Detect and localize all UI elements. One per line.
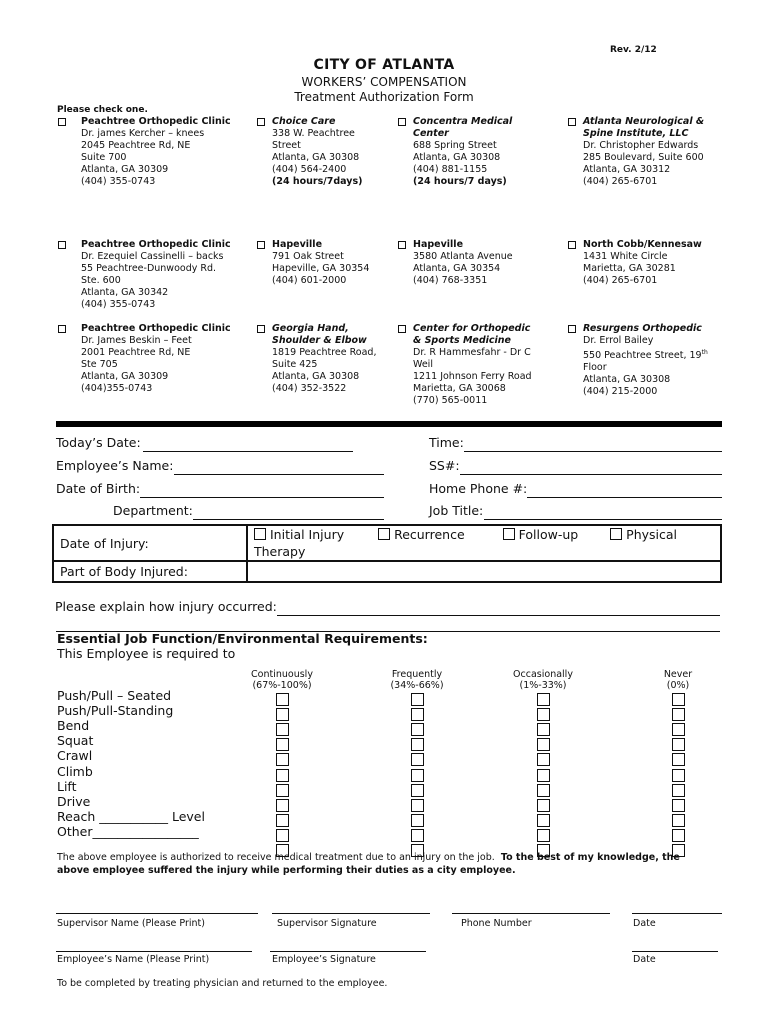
clinic-detail: 2001 Peachtree Rd, NE bbox=[81, 347, 191, 358]
clinic-entry bbox=[583, 239, 723, 287]
job-title-field[interactable] bbox=[484, 505, 722, 520]
frequency-checkbox[interactable] bbox=[276, 708, 289, 721]
clinic-checkbox[interactable] bbox=[58, 118, 66, 126]
clinic-name: Hapeville bbox=[413, 239, 464, 250]
section-divider bbox=[56, 421, 722, 427]
clinic-name: North Cobb/Kennesaw bbox=[583, 239, 702, 250]
clinic-detail: 285 Boulevard, Suite 600 bbox=[583, 152, 704, 163]
clinic-detail: Hapeville, GA 30354 bbox=[272, 263, 370, 274]
job-title-label: Job Title: bbox=[429, 503, 484, 518]
activity-label: Reach ___________ Level bbox=[57, 808, 205, 824]
frequency-checkbox[interactable] bbox=[411, 784, 424, 797]
frequency-checkbox[interactable] bbox=[276, 693, 289, 706]
clinic-detail: Atlanta, GA 30309 bbox=[81, 371, 169, 382]
clinic-detail: Weil bbox=[413, 359, 433, 370]
frequency-checkbox[interactable] bbox=[672, 708, 685, 721]
frequency-checkbox[interactable] bbox=[537, 693, 550, 706]
clinic-hours: (24 hours/7days) bbox=[272, 176, 363, 187]
activity-label: Squat bbox=[57, 733, 94, 749]
dob-label: Date of Birth: bbox=[56, 481, 141, 496]
clinic-detail: 55 Peachtree-Dunwoody Rd. bbox=[81, 263, 217, 274]
phone-number-line[interactable] bbox=[452, 913, 610, 914]
clinic-name: Concentra Medical Center bbox=[413, 116, 513, 139]
activity-label: Crawl bbox=[57, 748, 93, 764]
clinic-name: Peachtree Orthopedic Clinic bbox=[81, 323, 231, 334]
frequency-checkbox[interactable] bbox=[672, 738, 685, 751]
frequency-checkbox[interactable] bbox=[672, 829, 685, 842]
frequency-checkbox[interactable] bbox=[276, 769, 289, 782]
clinic-entry bbox=[583, 116, 723, 188]
home-phone-field[interactable] bbox=[527, 483, 722, 498]
clinic-checkbox[interactable] bbox=[568, 241, 576, 249]
frequency-checkbox[interactable] bbox=[672, 753, 685, 766]
followup-label: Follow-up bbox=[518, 527, 579, 542]
frequency-checkbox[interactable] bbox=[672, 769, 685, 782]
department-field[interactable] bbox=[193, 505, 384, 520]
frequency-checkbox[interactable] bbox=[537, 829, 550, 842]
clinic-detail: Atlanta, GA 30308 bbox=[272, 152, 360, 163]
clinic-detail: Atlanta, GA 30308 bbox=[583, 374, 671, 386]
clinic-detail: Atlanta, GA 30308 bbox=[272, 371, 360, 382]
clinic-name: Peachtree Orthopedic Clinic bbox=[81, 116, 231, 127]
clinic-entry bbox=[81, 239, 251, 311]
activity-label: Push/Pull-Standing bbox=[57, 703, 174, 719]
clinic-detail: 550 Peachtree Street, 19th bbox=[583, 349, 708, 362]
time-field[interactable] bbox=[464, 437, 722, 452]
frequency-checkbox[interactable] bbox=[537, 738, 550, 751]
clinic-checkbox[interactable] bbox=[257, 325, 265, 333]
injury-table bbox=[52, 524, 722, 583]
physical-therapy-option[interactable] bbox=[610, 527, 677, 542]
physical-therapy-label-cont: Therapy bbox=[254, 544, 306, 559]
clinic-detail: Dr. james Kercher – knees bbox=[81, 128, 205, 139]
clinic-entry bbox=[81, 116, 251, 188]
frequency-checkbox[interactable] bbox=[537, 814, 550, 827]
activity-label: Drive bbox=[57, 793, 91, 809]
department-label: Department: bbox=[113, 503, 193, 518]
clinic-detail: Dr. Errol Bailey bbox=[583, 335, 654, 346]
initial-injury-checkbox[interactable] bbox=[254, 528, 266, 540]
clinic-detail: (404) 601-2000 bbox=[272, 275, 347, 286]
clinic-name: Center for Orthopedic & Sports Medicine bbox=[413, 323, 531, 346]
clinic-detail: (404) 265-6701 bbox=[583, 176, 658, 187]
footer-instruction: To be completed by treating physician and returned to the employee. bbox=[57, 978, 388, 989]
todays-date-label: Today’s Date: bbox=[56, 435, 141, 450]
clinic-checkbox[interactable] bbox=[398, 118, 406, 126]
clinic-hours: (24 hours/7 days) bbox=[413, 176, 507, 187]
clinic-detail: Atlanta, GA 30309 bbox=[81, 164, 169, 175]
frequency-checkbox[interactable] bbox=[276, 753, 289, 766]
clinic-detail: (404) 768-3351 bbox=[413, 275, 488, 286]
clinic-detail: 688 Spring Street bbox=[413, 140, 497, 151]
clinic-detail: Atlanta, GA 30308 bbox=[413, 152, 501, 163]
authorization-statement bbox=[57, 851, 697, 877]
clinic-detail: (404) 352-3522 bbox=[272, 383, 347, 394]
clinic-name: Resurgens Orthopedic bbox=[583, 323, 702, 334]
clinic-detail: Atlanta, GA 30342 bbox=[81, 287, 169, 298]
todays-date-field[interactable] bbox=[143, 437, 353, 452]
initial-injury-label: Initial Injury bbox=[270, 527, 345, 542]
clinic-detail: Atlanta, GA 30312 bbox=[583, 164, 671, 175]
frequency-checkbox[interactable] bbox=[411, 708, 424, 721]
check-one-instruction: Please check one. bbox=[57, 105, 148, 115]
frequency-checkbox[interactable] bbox=[276, 723, 289, 736]
clinic-entry bbox=[272, 239, 392, 287]
ssn-field[interactable] bbox=[460, 460, 722, 475]
date-label-2: Date bbox=[633, 954, 656, 965]
authorization-text: The above employee is authorized to receive medical treatment due to an injury on the job. bbox=[57, 852, 495, 863]
clinic-entry bbox=[583, 323, 723, 398]
frequency-label: Occasionally bbox=[513, 669, 573, 680]
clinic-checkbox[interactable] bbox=[257, 241, 265, 249]
clinic-detail: (404)355-0743 bbox=[81, 383, 153, 394]
frequency-checkbox[interactable] bbox=[672, 814, 685, 827]
frequency-checkbox[interactable] bbox=[672, 693, 685, 706]
employee-signature-line[interactable] bbox=[270, 951, 426, 952]
frequency-label: Never bbox=[663, 669, 693, 680]
clinic-name: Hapeville bbox=[272, 239, 323, 250]
ssn-label: SS#: bbox=[429, 458, 460, 473]
clinic-detail: Ste. 600 bbox=[81, 275, 121, 286]
clinic-entry bbox=[413, 239, 533, 287]
clinic-detail: Dr. R Hammesfahr - Dr C bbox=[413, 347, 531, 358]
clinic-detail: Marietta, GA 30281 bbox=[583, 263, 676, 274]
injury-type-options bbox=[247, 525, 721, 561]
clinic-name: Peachtree Orthopedic Clinic bbox=[81, 239, 231, 250]
essential-functions-title: Essential Job Function/Environmental Requirements: bbox=[57, 631, 428, 646]
form-subtitle-2: Treatment Authorization Form bbox=[294, 90, 474, 104]
date-line-2[interactable] bbox=[632, 951, 718, 952]
frequency-checkbox[interactable] bbox=[276, 814, 289, 827]
frequency-range: (34%-66%) bbox=[390, 680, 444, 691]
clinic-checkbox[interactable] bbox=[58, 325, 66, 333]
injury-explanation-field[interactable] bbox=[277, 601, 720, 616]
clinic-detail: Suite 700 bbox=[81, 152, 127, 163]
frequency-checkbox[interactable] bbox=[537, 708, 550, 721]
clinic-detail: (404) 265-6701 bbox=[583, 275, 658, 286]
initial-injury-option[interactable] bbox=[254, 527, 344, 542]
frequency-checkbox[interactable] bbox=[411, 738, 424, 751]
revision-label: Rev. 2/12 bbox=[610, 45, 657, 55]
employee-signature-label: Employee’s Signature bbox=[272, 954, 376, 965]
date-line-1[interactable] bbox=[632, 913, 722, 914]
frequency-checkbox[interactable] bbox=[411, 723, 424, 736]
activity-label: Lift bbox=[57, 778, 77, 794]
clinic-name: Choice Care bbox=[272, 116, 336, 127]
frequency-checkbox[interactable] bbox=[537, 769, 550, 782]
clinic-detail: Suite 425 bbox=[272, 359, 318, 370]
frequency-checkbox[interactable] bbox=[537, 723, 550, 736]
followup-checkbox[interactable] bbox=[503, 528, 515, 540]
frequency-range: (0%) bbox=[666, 680, 690, 691]
supervisor-signature-line[interactable] bbox=[272, 913, 430, 914]
recurrence-label: Recurrence bbox=[394, 527, 465, 542]
date-label-1: Date bbox=[633, 918, 656, 929]
essential-functions-subtitle: This Employee is required to bbox=[57, 646, 236, 661]
activity-label: Push/Pull – Seated bbox=[57, 688, 172, 703]
dob-field[interactable] bbox=[140, 483, 384, 498]
activity-label: Climb bbox=[57, 763, 93, 779]
clinic-checkbox[interactable] bbox=[568, 118, 576, 126]
frequency-column-header bbox=[367, 669, 467, 691]
clinic-checkbox[interactable] bbox=[568, 325, 576, 333]
supervisor-name-label: Supervisor Name (Please Print) bbox=[57, 918, 205, 929]
clinic-checkbox[interactable] bbox=[58, 241, 66, 249]
injury-explanation-label: Please explain how injury occurred: bbox=[55, 599, 277, 614]
frequency-checkbox[interactable] bbox=[672, 799, 685, 812]
frequency-checkbox[interactable] bbox=[276, 738, 289, 751]
frequency-checkbox[interactable] bbox=[411, 769, 424, 782]
activity-label: Bend bbox=[57, 718, 90, 734]
clinic-name: Georgia Hand, Shoulder & Elbow bbox=[272, 323, 367, 346]
clinic-checkbox[interactable] bbox=[398, 241, 406, 249]
phone-number-label: Phone Number bbox=[461, 918, 532, 929]
clinic-detail: 1819 Peachtree Road, bbox=[272, 347, 377, 358]
frequency-range: (67%-100%) bbox=[252, 680, 312, 691]
clinic-detail: Floor bbox=[583, 362, 607, 374]
clinic-detail: 3580 Atlanta Avenue bbox=[413, 251, 513, 262]
injury-explanation-line-2[interactable] bbox=[56, 617, 720, 632]
clinic-entry bbox=[272, 116, 392, 188]
clinic-detail: Dr. James Beskin – Feet bbox=[81, 335, 192, 346]
frequency-column-header bbox=[628, 669, 728, 691]
frequency-checkbox[interactable] bbox=[537, 799, 550, 812]
clinic-detail: 338 W. Peachtree bbox=[272, 128, 355, 139]
frequency-checkbox[interactable] bbox=[672, 784, 685, 797]
frequency-label: Frequently bbox=[391, 669, 443, 680]
clinic-entry bbox=[413, 323, 533, 407]
employee-name-field[interactable] bbox=[174, 460, 384, 475]
clinic-detail: 1431 White Circle bbox=[583, 251, 668, 262]
clinic-detail: Street bbox=[272, 140, 301, 151]
frequency-range: (1%-33%) bbox=[519, 680, 567, 691]
frequency-checkbox[interactable] bbox=[411, 799, 424, 812]
form-title: CITY OF ATLANTA bbox=[313, 57, 455, 73]
clinic-detail: 791 Oak Street bbox=[272, 251, 344, 262]
frequency-checkbox[interactable] bbox=[276, 799, 289, 812]
frequency-checkbox[interactable] bbox=[411, 753, 424, 766]
frequency-checkbox[interactable] bbox=[537, 784, 550, 797]
body-part-field[interactable] bbox=[247, 561, 721, 582]
clinic-detail: Dr. Ezequiel Cassinelli – backs bbox=[81, 251, 224, 262]
frequency-checkbox[interactable] bbox=[411, 814, 424, 827]
body-part-label: Part of Body Injured: bbox=[53, 561, 247, 582]
frequency-column-header bbox=[232, 669, 332, 691]
recurrence-option[interactable] bbox=[378, 527, 465, 542]
date-of-injury-label: Date of Injury: bbox=[53, 525, 247, 561]
clinic-detail: (770) 565-0011 bbox=[413, 395, 488, 406]
frequency-checkbox[interactable] bbox=[276, 829, 289, 842]
clinic-detail: (404) 355-0743 bbox=[81, 176, 156, 187]
clinic-checkbox[interactable] bbox=[398, 325, 406, 333]
followup-option[interactable] bbox=[503, 527, 579, 542]
frequency-checkbox[interactable] bbox=[411, 693, 424, 706]
time-label: Time: bbox=[429, 435, 464, 450]
clinic-entry bbox=[413, 116, 533, 188]
employee-name-print-label: Employee’s Name (Please Print) bbox=[57, 954, 210, 965]
clinic-checkbox[interactable] bbox=[257, 118, 265, 126]
home-phone-label: Home Phone #: bbox=[429, 481, 528, 496]
supervisor-signature-label: Supervisor Signature bbox=[277, 918, 377, 929]
frequency-checkbox[interactable] bbox=[672, 723, 685, 736]
clinic-detail: Dr. Christopher Edwards bbox=[583, 140, 699, 151]
supervisor-name-line[interactable] bbox=[56, 913, 258, 914]
employee-name-sign-line[interactable] bbox=[56, 951, 252, 952]
clinic-detail: (404) 564-2400 bbox=[272, 164, 347, 175]
physical-therapy-label: Physical bbox=[626, 527, 678, 542]
clinic-detail: (404) 215-2000 bbox=[583, 386, 658, 398]
physical-therapy-checkbox[interactable] bbox=[610, 528, 622, 540]
authorization-bold-text: To the best of my knowledge, the above employee suffered the injury while performing their duties as a city employee. bbox=[57, 852, 680, 876]
employee-name-label: Employee’s Name: bbox=[56, 458, 174, 473]
frequency-label: Continuously bbox=[251, 669, 313, 680]
clinic-detail: (404) 881-1155 bbox=[413, 164, 488, 175]
clinic-name: Atlanta Neurological & Spine Institute, LLC bbox=[583, 116, 705, 139]
clinic-detail: (404) 355-0743 bbox=[81, 299, 156, 310]
frequency-column-header bbox=[493, 669, 593, 691]
clinic-detail: 2045 Peachtree Rd, NE bbox=[81, 140, 191, 151]
clinic-detail: 1211 Johnson Ferry Road bbox=[413, 371, 532, 382]
clinic-detail: Marietta, GA 30068 bbox=[413, 383, 506, 394]
date-of-injury-row bbox=[53, 525, 721, 561]
frequency-checkbox[interactable] bbox=[537, 753, 550, 766]
body-part-row bbox=[53, 561, 721, 582]
recurrence-checkbox[interactable] bbox=[378, 528, 390, 540]
clinic-entry bbox=[81, 323, 251, 395]
form-subtitle: WORKERS’ COMPENSATION bbox=[301, 75, 467, 89]
frequency-checkbox[interactable] bbox=[411, 829, 424, 842]
frequency-checkbox[interactable] bbox=[276, 784, 289, 797]
activity-label: Other_________________ bbox=[57, 823, 199, 839]
clinic-detail: Atlanta, GA 30354 bbox=[413, 263, 501, 274]
clinic-entry bbox=[272, 323, 392, 395]
clinic-detail: Ste 705 bbox=[81, 359, 118, 370]
